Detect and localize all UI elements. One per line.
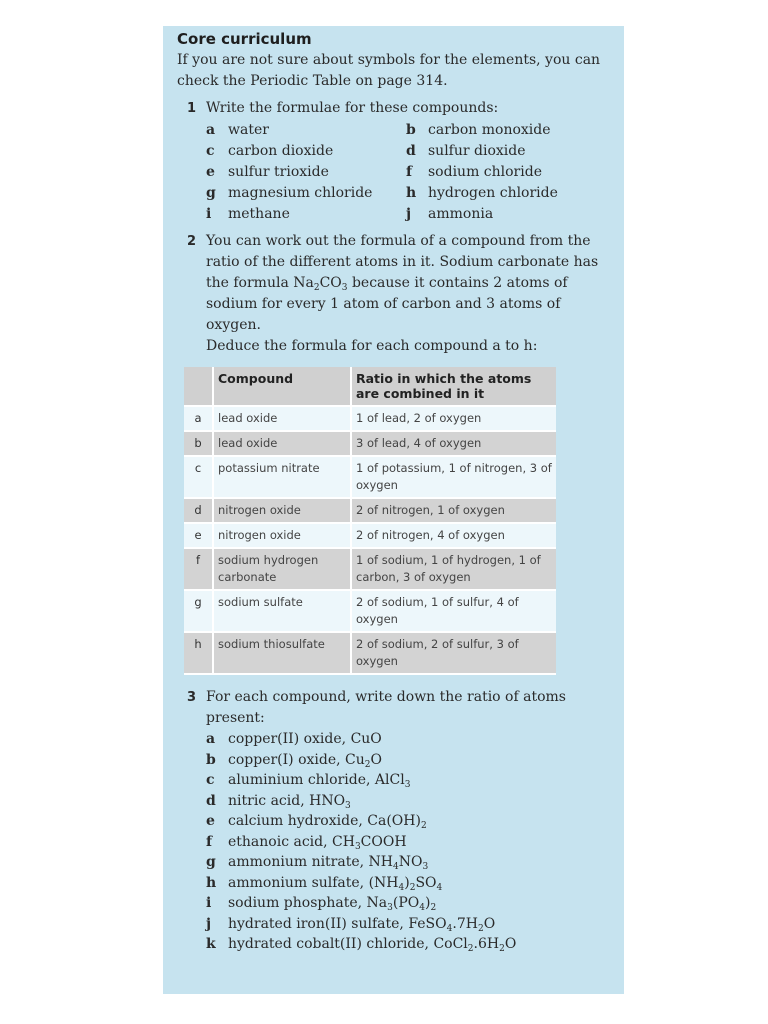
row-compound: nitrogen oxide [213,523,351,548]
table-row [184,431,556,456]
intro-text: If you are not sure about symbols for the elements, you can check the Periodic Table on page 314. [177,52,601,89]
compound-name: calcium hydroxide, [228,813,368,829]
formula-subscript: 3 [422,862,429,872]
core-curriculum-panel [163,26,624,994]
item-text [228,791,351,812]
chemical-formula: $CoCl_2.6H_2O$ [433,936,517,954]
item-text: water [228,122,269,138]
compound-name: ammonium sulfate, [228,874,369,891]
formula-subscript: 4 [436,882,443,893]
item-text: ammonia [428,206,494,222]
item-letter: j [206,915,212,932]
row-letter: c [184,456,213,498]
formula-subscript: 2 [364,759,371,770]
list-item [206,162,406,183]
list-item [406,204,606,225]
list-item [206,832,610,853]
question-3 [177,687,610,955]
formula-list [206,729,610,955]
item-text: sulfur dioxide [428,143,526,159]
compound-name: ethanoic acid, [228,833,333,850]
list-item [206,873,610,894]
item-text [228,852,428,873]
formula-subscript: 3 [354,841,361,852]
row-compound: sodium thiosulfate [213,632,351,674]
item-letter: c [206,772,215,788]
item-text: sodium chloride [428,164,542,180]
item-letter: b [406,122,416,138]
list-item [206,750,610,771]
chemical-formula: $NH_4NO_3$ [368,854,429,872]
chemical-formula: $Cu_2O$ [345,751,382,770]
compound-name: copper(II) oxide, [228,731,351,747]
item-text [228,770,410,791]
question-1 [177,98,610,225]
question-number: 2 [187,234,197,249]
list-item [406,183,606,204]
list-item [206,791,610,812]
item-text [228,832,407,853]
row-ratio: 2 of sodium, 2 of sulfur, 3 of oxygen [351,632,556,674]
item-text: methane [228,206,290,222]
formula-subscript: 3 [404,780,411,790]
question-text: For each compound, write down the ratio of atoms present: [206,689,566,726]
chemical-formula: $Na_3(PO_4)_2$ [366,895,437,913]
item-letter: e [206,164,215,180]
row-ratio: 3 of lead, 4 of oxygen [351,431,556,456]
list-item [206,914,610,935]
item-letter: i [206,206,212,222]
item-text [228,914,495,935]
compound-name: hydrated cobalt(II) chloride, [228,936,434,952]
formula-subscript: 4 [393,862,399,872]
formula-subscript: 4 [419,903,425,913]
question-text: Write the formulae for these compounds: [206,100,499,116]
item-text [228,729,382,750]
compound-name: nitric acid, [228,792,310,809]
list-item [406,141,606,162]
list-item [206,893,610,914]
item-text: hydrogen chloride [428,185,558,201]
table-row [184,406,556,431]
formula-subscript: 2 [420,821,427,831]
list-item [406,120,606,141]
list-item [206,852,610,873]
formula-subscript: 3 [387,903,393,913]
header-compound: Compound [213,367,351,406]
item-letter: a [206,122,216,138]
question-number: 1 [187,101,197,116]
item-letter: d [206,792,216,809]
formula-subscript: 4 [446,923,453,934]
list-item [206,811,610,832]
table-row [184,456,556,498]
formula-subscript: 2 [477,923,484,934]
item-letter: k [206,936,216,952]
row-ratio: 1 of potassium, 1 of nitrogen, 3 of oxygen [351,456,556,498]
question-text: You can work out the formula of a compound from the ratio of the different atoms in it. Sodium carbonate has the formula $Na_2CO_3$ because it contains 2 atoms of sodium for every 1 atom of carbon and 3 atoms of oxygen. [206,233,599,333]
row-ratio: 2 of sodium, 1 of sulfur, 4 of oxygen [351,590,556,632]
compound-list [206,120,610,225]
question-2 [177,231,610,357]
item-letter: d [406,143,416,159]
row-compound: lead oxide [213,406,351,431]
formula-subscript: 3 [345,800,351,811]
table-row [184,498,556,523]
row-compound: sodium sulfate [213,590,351,632]
chemical-formula: $HNO_3$ [309,792,351,811]
header-ratio: Ratio in which the atoms are combined in it [351,367,556,406]
chemical-formula: $Ca(OH)_2$ [367,813,427,831]
row-compound: potassium nitrate [213,456,351,498]
list-item [206,204,406,225]
item-letter: c [206,143,215,159]
row-letter: e [184,523,213,548]
item-text: sulfur trioxide [228,164,329,180]
row-ratio: 1 of sodium, 1 of hydrogen, 1 of carbon, 3 of oxygen [351,548,556,590]
row-letter: g [184,590,213,632]
list-item [206,934,610,955]
row-compound: lead oxide [213,431,351,456]
compound-name: sodium phosphate, [228,895,367,911]
chemical-formula: $FeSO_4.7H_2O$ [408,915,496,934]
formula-subscript: 2 [499,944,505,954]
item-text [228,934,516,955]
list-item [406,162,606,183]
chemical-formula: $(NH_4)_2SO_4$ [368,874,443,893]
item-letter: a [206,731,216,747]
row-letter: a [184,406,213,431]
row-ratio: 2 of nitrogen, 4 of oxygen [351,523,556,548]
table-row [184,590,556,632]
chemical-formula: AlCl$_3$ [374,772,411,790]
item-letter: h [206,874,217,891]
table-row [184,632,556,674]
question-number: 3 [187,690,197,705]
compound-name: hydrated iron(II) sulfate, [228,915,409,932]
item-letter: b [206,751,216,768]
row-letter: f [184,548,213,590]
compound-name: aluminium chloride, [228,772,375,788]
row-letter: b [184,431,213,456]
chemical-formula: CuO [350,731,382,747]
item-letter: g [206,185,216,201]
row-compound: sodium hydrogen carbonate [213,548,351,590]
item-letter: g [206,854,216,870]
item-text: carbon monoxide [428,122,551,138]
formula-subscript: 4 [398,882,405,893]
item-text [228,873,442,894]
item-text: carbon dioxide [228,143,334,159]
table-row [184,548,556,590]
compound-name: copper(I) oxide, [228,751,346,768]
row-letter: h [184,632,213,674]
item-letter: e [206,813,215,829]
list-item [206,770,610,791]
item-letter: f [206,833,213,850]
item-letter: j [406,206,412,222]
item-text [228,893,436,914]
item-text [228,811,427,832]
list-item [206,141,406,162]
item-letter: i [206,895,212,911]
list-item [206,729,610,750]
formula-subscript: 2 [430,903,437,913]
header-letter [184,367,213,406]
item-text [228,750,382,771]
table-header-row [184,367,556,406]
formula-subscript: 2 [467,944,474,954]
row-compound: nitrogen oxide [213,498,351,523]
row-ratio: 1 of lead, 2 of oxygen [351,406,556,431]
row-letter: d [184,498,213,523]
compound-name: ammonium nitrate, [228,854,369,870]
chemical-formula: $CH_3COOH$ [332,833,407,852]
table-row [184,523,556,548]
question-instruction: Deduce the formula for each compound a to h: [206,338,538,354]
row-ratio: 2 of nitrogen, 1 of oxygen [351,498,556,523]
compound-ratio-table [184,367,556,675]
list-item [206,183,406,204]
item-letter: f [406,164,413,180]
formula-subscript: 2 [409,882,416,893]
item-letter: h [406,185,417,201]
item-text: magnesium chloride [228,185,373,201]
panel-heading: Core curriculum [177,30,312,48]
list-item [206,120,406,141]
